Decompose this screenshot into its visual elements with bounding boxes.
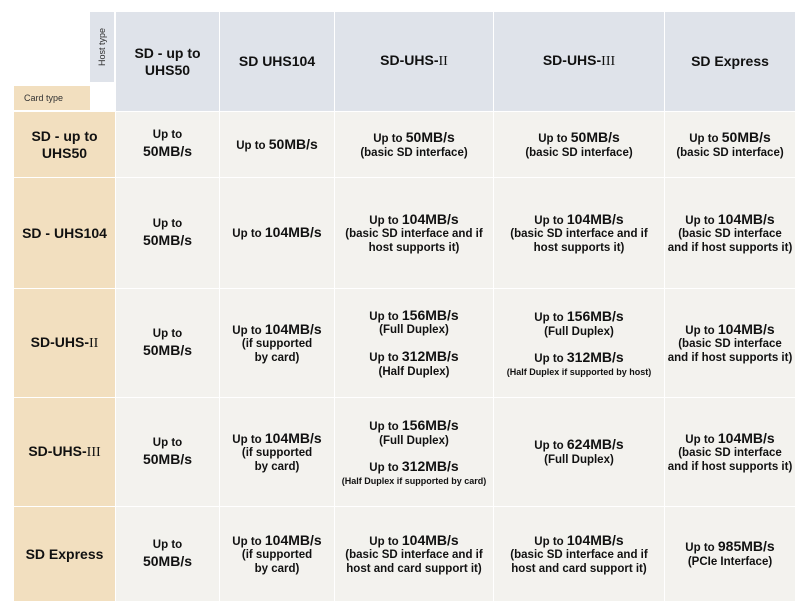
speed-line: [538, 129, 620, 147]
speed-line: by card): [254, 460, 300, 473]
speed-value: 156MB/s: [401, 306, 459, 323]
label-text: SD - up to: [31, 127, 98, 144]
speed-value: 104MB/s: [264, 429, 322, 446]
speed-cell: [494, 507, 664, 601]
speed-prefix: Up to: [534, 535, 567, 548]
speed-line: (if supported: [241, 338, 313, 351]
speed-cell: [220, 398, 334, 506]
host-type-label: Host type: [97, 27, 107, 67]
speed-line: (basic SD interface: [678, 447, 782, 460]
roman-numeral: III: [601, 54, 616, 70]
speed-cell: [116, 289, 219, 397]
speed-prefix: Up to: [534, 353, 567, 366]
speed-line: (Full Duplex): [379, 324, 449, 337]
label-text: SD - UHS104: [22, 224, 107, 241]
speed-line: [232, 532, 321, 550]
speed-line: [236, 136, 318, 154]
speed-prefix: Up to: [369, 352, 402, 364]
speed-cell: [116, 398, 219, 506]
speed-line: [685, 430, 774, 448]
speed-value: 104MB/s: [717, 320, 775, 337]
speed-line: (PCIe Interface): [687, 556, 773, 568]
speed-value: 312MB/s: [566, 349, 624, 366]
host-type-label-box: [90, 12, 114, 82]
speed-prefix: Up to: [369, 421, 402, 434]
speed-prefix: Up to: [373, 132, 406, 145]
host-header: [335, 12, 493, 111]
card-row-header: [14, 178, 115, 288]
speed-value: 985MB/s: [717, 538, 775, 555]
speed-prefix: Up to: [534, 440, 567, 453]
speed-line: (if supported: [241, 549, 313, 562]
speed-cell: [220, 112, 334, 177]
speed-value: 104MB/s: [717, 210, 775, 227]
speed-prefix: Up to: [232, 324, 265, 337]
speed-prefix: Up to: [685, 324, 718, 337]
speed-value: 104MB/s: [264, 320, 322, 337]
speed-prefix: Up to: [689, 132, 722, 145]
speed-line: (basic SD interface and if: [345, 549, 483, 562]
speed-value: 50MB/s: [405, 128, 455, 145]
speed-line: and if host supports it): [667, 460, 793, 473]
speed-prefix: Up to: [685, 542, 718, 555]
speed-prefix: Up to: [369, 462, 402, 475]
speed-cell: [116, 112, 219, 177]
speed-line: 50MB/s: [142, 231, 193, 248]
speed-line: 50MB/s: [142, 341, 193, 358]
label-text: SD UHS104: [238, 53, 316, 70]
speed-value: 50MB/s: [268, 135, 318, 152]
host-header: [220, 12, 334, 111]
speed-line: [373, 129, 455, 147]
speed-line: (basic SD interface): [525, 146, 633, 159]
speed-line: host supports it): [368, 241, 460, 254]
speed-line: (basic SD interface and if: [510, 228, 648, 241]
speed-prefix: Up to: [538, 132, 571, 145]
speed-prefix: Up to: [534, 312, 567, 325]
speed-cell: [116, 178, 219, 288]
speed-line: (basic SD interface and if: [510, 549, 648, 562]
speed-line: (basic SD interface: [678, 338, 782, 351]
label-text: SD-UHS-III: [542, 52, 616, 70]
host-header: [116, 12, 219, 111]
speed-line: (Full Duplex): [544, 325, 614, 338]
speed-prefix: Up to: [534, 214, 567, 227]
speed-value: 104MB/s: [566, 531, 624, 548]
speed-value: 104MB/s: [264, 531, 322, 548]
speed-value: 624MB/s: [566, 436, 624, 453]
speed-prefix: Up to: [232, 433, 265, 446]
speed-line: [534, 436, 623, 454]
speed-cell: [220, 178, 334, 288]
speed-line: Up to: [152, 327, 183, 340]
speed-cell: [494, 398, 664, 506]
label-text: SD-UHS-II: [380, 52, 448, 70]
speed-cell: [116, 507, 219, 601]
speed-line: [369, 348, 458, 366]
card-row-header: [14, 507, 115, 601]
speed-line: [232, 321, 321, 339]
speed-cell: [494, 289, 664, 397]
roman-numeral: II: [438, 54, 448, 70]
speed-line: Up to: [152, 436, 183, 449]
speed-line: [534, 211, 623, 229]
speed-value: 312MB/s: [401, 348, 459, 364]
speed-cell: [220, 507, 334, 601]
card-row-header: [14, 289, 115, 397]
speed-line: [232, 224, 321, 242]
label-text: SD-UHS-II: [30, 333, 99, 351]
speed-cell: [335, 112, 493, 177]
speed-line: (basic SD interface and if: [345, 228, 483, 241]
speed-value: 104MB/s: [401, 531, 459, 548]
speed-cell: [335, 178, 493, 288]
speed-line: [685, 321, 774, 339]
speed-line: Up to: [152, 538, 183, 551]
host-header: [665, 12, 795, 111]
speed-line: (Full Duplex): [379, 434, 449, 447]
speed-line: [689, 129, 771, 147]
speed-line: 50MB/s: [142, 552, 193, 569]
speed-line: and if host supports it): [667, 351, 793, 364]
speed-line: host and card support it): [346, 562, 482, 575]
card-row-header: [14, 398, 115, 506]
speed-cell: [665, 112, 795, 177]
speed-line: (Half Duplex if supported by card): [341, 476, 487, 487]
speed-cell: [665, 398, 795, 506]
speed-value: 104MB/s: [717, 429, 775, 446]
speed-value: 156MB/s: [401, 417, 459, 434]
speed-line: (Full Duplex): [544, 454, 614, 466]
host-header: [494, 12, 664, 111]
speed-cell: [665, 507, 795, 601]
speed-value: 104MB/s: [264, 224, 322, 241]
speed-cell: [335, 289, 493, 397]
speed-prefix: Up to: [369, 310, 402, 323]
speed-line: (basic SD interface): [360, 146, 468, 159]
speed-prefix: Up to: [369, 214, 402, 227]
label-text: SD-UHS-III: [28, 442, 101, 460]
speed-line: [534, 532, 623, 550]
speed-value: 104MB/s: [566, 210, 624, 227]
roman-numeral: II: [89, 335, 99, 351]
label-text: SD Express: [25, 545, 104, 562]
speed-prefix: Up to: [369, 535, 402, 548]
speed-line: Up to: [152, 129, 183, 142]
speed-value: 50MB/s: [570, 128, 620, 145]
speed-line: (basic SD interface: [678, 228, 782, 241]
speed-value: 50MB/s: [721, 128, 771, 145]
speed-line: Up to: [152, 217, 183, 230]
speed-cell: [335, 398, 493, 506]
speed-value: 104MB/s: [401, 210, 459, 227]
speed-prefix: Up to: [236, 139, 269, 152]
speed-value: 156MB/s: [566, 308, 624, 325]
speed-line: host supports it): [533, 241, 625, 254]
speed-line: [369, 532, 458, 550]
label-text: SD - up to: [134, 44, 201, 61]
speed-line: 50MB/s: [142, 143, 193, 160]
speed-cell: [494, 178, 664, 288]
speed-prefix: Up to: [232, 535, 265, 548]
speed-line: [369, 211, 458, 229]
speed-cell: [494, 112, 664, 177]
label-text: UHS50: [144, 61, 191, 78]
roman-numeral: III: [86, 444, 101, 460]
speed-line: and if host supports it): [667, 241, 793, 254]
speed-value: 312MB/s: [401, 458, 459, 475]
speed-line: [369, 458, 458, 476]
speed-prefix: Up to: [685, 214, 718, 227]
speed-line: [685, 211, 774, 229]
speed-line: by card): [254, 562, 300, 575]
speed-cell: [335, 507, 493, 601]
speed-line: (basic SD interface): [676, 146, 784, 159]
speed-cell: [665, 178, 795, 288]
speed-line: by card): [254, 351, 300, 364]
card-type-label: Card type: [14, 86, 90, 110]
speed-line: [232, 430, 321, 448]
label-text: SD Express: [691, 53, 769, 70]
speed-line: 50MB/s: [142, 450, 193, 467]
speed-cell: [220, 289, 334, 397]
speed-line: [534, 308, 623, 326]
speed-line: [685, 538, 774, 556]
speed-line: host and card support it): [511, 562, 647, 575]
speed-cell: [665, 289, 795, 397]
speed-line: (Half Duplex if supported by host): [506, 367, 652, 378]
speed-line: [369, 417, 458, 435]
speed-line: [534, 349, 623, 367]
speed-line: (Half Duplex): [378, 365, 450, 378]
label-text: UHS50: [41, 144, 88, 161]
speed-line: (if supported: [241, 447, 313, 460]
speed-line: [369, 307, 458, 325]
card-row-header: [14, 112, 115, 177]
speed-prefix: Up to: [685, 433, 718, 446]
speed-prefix: Up to: [232, 228, 265, 241]
